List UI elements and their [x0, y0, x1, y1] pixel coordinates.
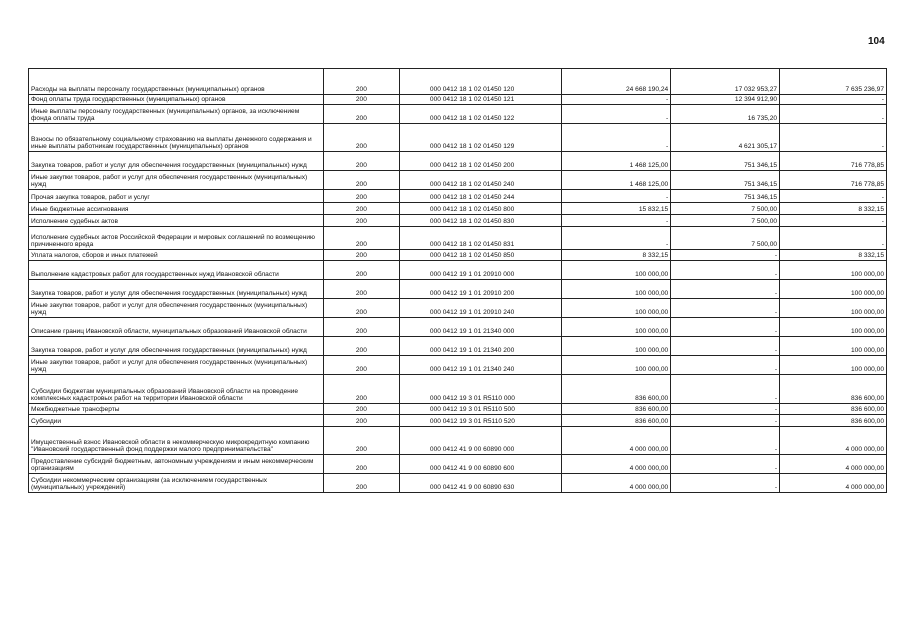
unexecuted-amount-cell: 4 000 000,00	[780, 427, 887, 455]
line-code-cell: 200	[323, 318, 399, 337]
unexecuted-amount-cell: 100 000,00	[780, 318, 887, 337]
table-row	[29, 215, 887, 227]
unexecuted-amount-cell: 836 600,00	[780, 404, 887, 415]
budget-code-cell: 000 0412 18 1 02 01450 800	[399, 203, 561, 215]
unexecuted-amount-cell: -	[780, 227, 887, 250]
budget-code-cell: 000 0412 19 3 01 R5110 000	[399, 375, 561, 404]
expense-name-cell: Закупка товаров, работ и услуг для обеспечения государственных (муниципальных) нужд	[29, 152, 324, 171]
unexecuted-amount-cell: 100 000,00	[780, 299, 887, 318]
unexecuted-amount-cell: 4 000 000,00	[780, 455, 887, 474]
budget-code-cell: 000 0412 18 1 02 01450 121	[399, 95, 561, 105]
executed-amount-cell: -	[671, 318, 780, 337]
line-code-cell: 200	[323, 474, 399, 493]
unexecuted-amount-cell: 4 000 000,00	[780, 474, 887, 493]
budget-code-cell: 000 0412 18 1 02 01450 200	[399, 152, 561, 171]
table-row	[29, 105, 887, 124]
budget-code-cell: 000 0412 18 1 02 01450 122	[399, 105, 561, 124]
line-code-cell: 200	[323, 69, 399, 95]
line-code-cell: 200	[323, 337, 399, 356]
line-code-cell: 200	[323, 95, 399, 105]
line-code-cell: 200	[323, 280, 399, 299]
budget-code-cell: 000 0412 19 1 01 20910 000	[399, 261, 561, 280]
budget-code-cell: 000 0412 18 1 02 01450 831	[399, 227, 561, 250]
executed-amount-cell: -	[671, 415, 780, 427]
unexecuted-amount-cell: 836 600,00	[780, 375, 887, 404]
budget-code-cell: 000 0412 41 9 00 60890 000	[399, 427, 561, 455]
executed-amount-cell: -	[671, 356, 780, 375]
table-row	[29, 455, 887, 474]
executed-amount-cell: 751 346,15	[671, 171, 780, 190]
expense-name-cell: Уплата налогов, сборов и иных платежей	[29, 250, 324, 261]
executed-amount-cell: -	[671, 250, 780, 261]
line-code-cell: 200	[323, 203, 399, 215]
budget-execution-table	[28, 68, 887, 493]
unexecuted-amount-cell: -	[780, 190, 887, 203]
approved-amount-cell: 836 600,00	[562, 404, 671, 415]
expense-name-cell: Предоставление субсидий бюджетным, автономным учреждениям и иным некоммерческим организациям	[29, 455, 324, 474]
approved-amount-cell: -	[562, 105, 671, 124]
expense-name-cell: Закупка товаров, работ и услуг для обеспечения государственных (муниципальных) нужд	[29, 280, 324, 299]
expense-name-cell: Имущественный взнос Ивановской области в некоммерческую микрокредитную компанию "Ивановский государственный фонд поддержки малого предпринимательства"	[29, 427, 324, 455]
expense-name-cell: Выполнение кадастровых работ для государственных нужд Ивановской области	[29, 261, 324, 280]
executed-amount-cell: 16 735,20	[671, 105, 780, 124]
line-code-cell: 200	[323, 415, 399, 427]
table-row	[29, 95, 887, 105]
unexecuted-amount-cell: 100 000,00	[780, 337, 887, 356]
approved-amount-cell: 100 000,00	[562, 318, 671, 337]
budget-code-cell: 000 0412 18 1 02 01450 244	[399, 190, 561, 203]
table-row	[29, 356, 887, 375]
approved-amount-cell: -	[562, 190, 671, 203]
budget-code-cell: 000 0412 41 9 00 60890 630	[399, 474, 561, 493]
approved-amount-cell: 4 000 000,00	[562, 455, 671, 474]
approved-amount-cell: 836 600,00	[562, 415, 671, 427]
unexecuted-amount-cell: 100 000,00	[780, 261, 887, 280]
table-row	[29, 427, 887, 455]
budget-code-cell: 000 0412 19 3 01 R5110 520	[399, 415, 561, 427]
executed-amount-cell: 7 500,00	[671, 215, 780, 227]
unexecuted-amount-cell: -	[780, 124, 887, 152]
line-code-cell: 200	[323, 105, 399, 124]
table-row	[29, 124, 887, 152]
budget-code-cell: 000 0412 19 1 01 21340 240	[399, 356, 561, 375]
approved-amount-cell: 100 000,00	[562, 356, 671, 375]
approved-amount-cell: 1 468 125,00	[562, 152, 671, 171]
table-row	[29, 404, 887, 415]
table-row	[29, 299, 887, 318]
expense-name-cell: Исполнение судебных актов Российской Федерации и мировых соглашений по возмещению причиненного вреда	[29, 227, 324, 250]
expense-name-cell: Взносы по обязательному социальному страхованию на выплаты денежного содержания и иные выплаты работникам государственных (муниципальных) органов	[29, 124, 324, 152]
expense-name-cell: Субсидии бюджетам муниципальных образований Ивановской области на проведение комплексных кадастровых работ на территории Ивановской области	[29, 375, 324, 404]
executed-amount-cell: -	[671, 404, 780, 415]
table-row	[29, 69, 887, 95]
budget-code-cell: 000 0412 18 1 02 01450 850	[399, 250, 561, 261]
table-row	[29, 474, 887, 493]
table-row	[29, 415, 887, 427]
approved-amount-cell: 100 000,00	[562, 299, 671, 318]
expense-name-cell: Закупка товаров, работ и услуг для обеспечения государственных (муниципальных) нужд	[29, 337, 324, 356]
executed-amount-cell: 4 621 305,17	[671, 124, 780, 152]
executed-amount-cell: -	[671, 455, 780, 474]
approved-amount-cell: 100 000,00	[562, 337, 671, 356]
unexecuted-amount-cell: -	[780, 215, 887, 227]
table-row	[29, 152, 887, 171]
approved-amount-cell: 15 832,15	[562, 203, 671, 215]
line-code-cell: 200	[323, 455, 399, 474]
line-code-cell: 200	[323, 190, 399, 203]
approved-amount-cell: -	[562, 215, 671, 227]
line-code-cell: 200	[323, 404, 399, 415]
table-row	[29, 337, 887, 356]
executed-amount-cell: -	[671, 261, 780, 280]
executed-amount-cell: -	[671, 280, 780, 299]
approved-amount-cell: 1 468 125,00	[562, 171, 671, 190]
budget-code-cell: 000 0412 19 3 01 R5110 500	[399, 404, 561, 415]
approved-amount-cell: 100 000,00	[562, 261, 671, 280]
executed-amount-cell: 7 500,00	[671, 227, 780, 250]
line-code-cell: 200	[323, 250, 399, 261]
expense-name-cell: Расходы на выплаты персоналу государственных (муниципальных) органов	[29, 69, 324, 95]
budget-code-cell: 000 0412 19 1 01 21340 200	[399, 337, 561, 356]
table-row	[29, 171, 887, 190]
table-row	[29, 261, 887, 280]
executed-amount-cell: 7 500,00	[671, 203, 780, 215]
budget-code-cell: 000 0412 18 1 02 01450 129	[399, 124, 561, 152]
expense-name-cell: Субсидии некоммерческим организациям (за исключением государственных (муниципальных) учреждений)	[29, 474, 324, 493]
approved-amount-cell: 4 000 000,00	[562, 474, 671, 493]
executed-amount-cell: 751 346,15	[671, 152, 780, 171]
line-code-cell: 200	[323, 261, 399, 280]
unexecuted-amount-cell: 8 332,15	[780, 250, 887, 261]
approved-amount-cell: 4 000 000,00	[562, 427, 671, 455]
budget-code-cell: 000 0412 19 1 01 20910 240	[399, 299, 561, 318]
executed-amount-cell: 751 346,15	[671, 190, 780, 203]
executed-amount-cell: -	[671, 337, 780, 356]
table-row	[29, 375, 887, 404]
unexecuted-amount-cell: 100 000,00	[780, 356, 887, 375]
approved-amount-cell: -	[562, 227, 671, 250]
approved-amount-cell: -	[562, 124, 671, 152]
budget-code-cell: 000 0412 18 1 02 01450 240	[399, 171, 561, 190]
budget-code-cell: 000 0412 19 1 01 20910 200	[399, 280, 561, 299]
approved-amount-cell: 8 332,15	[562, 250, 671, 261]
table-row	[29, 227, 887, 250]
executed-amount-cell: 12 394 912,90	[671, 95, 780, 105]
expense-name-cell: Иные закупки товаров, работ и услуг для обеспечения государственных (муниципальных) нужд	[29, 356, 324, 375]
expense-name-cell: Фонд оплаты труда государственных (муниципальных) органов	[29, 95, 324, 105]
executed-amount-cell: -	[671, 299, 780, 318]
unexecuted-amount-cell: 836 600,00	[780, 415, 887, 427]
expense-name-cell: Иные закупки товаров, работ и услуг для обеспечения государственных (муниципальных) нужд	[29, 171, 324, 190]
expense-name-cell: Иные выплаты персоналу государственных (муниципальных) органов, за исключением фонда оплаты труда	[29, 105, 324, 124]
table-row	[29, 250, 887, 261]
line-code-cell: 200	[323, 356, 399, 375]
expense-name-cell: Иные закупки товаров, работ и услуг для обеспечения государственных (муниципальных) нужд	[29, 299, 324, 318]
line-code-cell: 200	[323, 124, 399, 152]
unexecuted-amount-cell: 716 778,85	[780, 152, 887, 171]
table-row	[29, 318, 887, 337]
line-code-cell: 200	[323, 427, 399, 455]
expense-name-cell: Прочая закупка товаров, работ и услуг	[29, 190, 324, 203]
approved-amount-cell: 24 668 190,24	[562, 69, 671, 95]
table-row	[29, 203, 887, 215]
budget-code-cell: 000 0412 41 9 00 60890 600	[399, 455, 561, 474]
unexecuted-amount-cell: 716 778,85	[780, 171, 887, 190]
line-code-cell: 200	[323, 152, 399, 171]
executed-amount-cell: -	[671, 375, 780, 404]
approved-amount-cell: -	[562, 95, 671, 105]
unexecuted-amount-cell: 8 332,15	[780, 203, 887, 215]
expense-name-cell: Субсидии	[29, 415, 324, 427]
unexecuted-amount-cell: -	[780, 105, 887, 124]
line-code-cell: 200	[323, 375, 399, 404]
expense-name-cell: Межбюджетные трансферты	[29, 404, 324, 415]
budget-code-cell: 000 0412 18 1 02 01450 120	[399, 69, 561, 95]
expense-name-cell: Иные бюджетные ассигнования	[29, 203, 324, 215]
approved-amount-cell: 100 000,00	[562, 280, 671, 299]
unexecuted-amount-cell: -	[780, 95, 887, 105]
line-code-cell: 200	[323, 215, 399, 227]
expense-name-cell: Описание границ Ивановской области, муниципальных образований Ивановской области	[29, 318, 324, 337]
expense-name-cell: Исполнение судебных актов	[29, 215, 324, 227]
line-code-cell: 200	[323, 227, 399, 250]
line-code-cell: 200	[323, 299, 399, 318]
approved-amount-cell: 836 600,00	[562, 375, 671, 404]
table-body	[29, 69, 887, 493]
executed-amount-cell: 17 032 953,27	[671, 69, 780, 95]
budget-code-cell: 000 0412 19 1 01 21340 000	[399, 318, 561, 337]
table-row	[29, 280, 887, 299]
executed-amount-cell: -	[671, 474, 780, 493]
budget-code-cell: 000 0412 18 1 02 01450 830	[399, 215, 561, 227]
unexecuted-amount-cell: 100 000,00	[780, 280, 887, 299]
executed-amount-cell: -	[671, 427, 780, 455]
unexecuted-amount-cell: 7 635 236,97	[780, 69, 887, 95]
line-code-cell: 200	[323, 171, 399, 190]
page-number: 104	[868, 36, 885, 47]
table-row	[29, 190, 887, 203]
